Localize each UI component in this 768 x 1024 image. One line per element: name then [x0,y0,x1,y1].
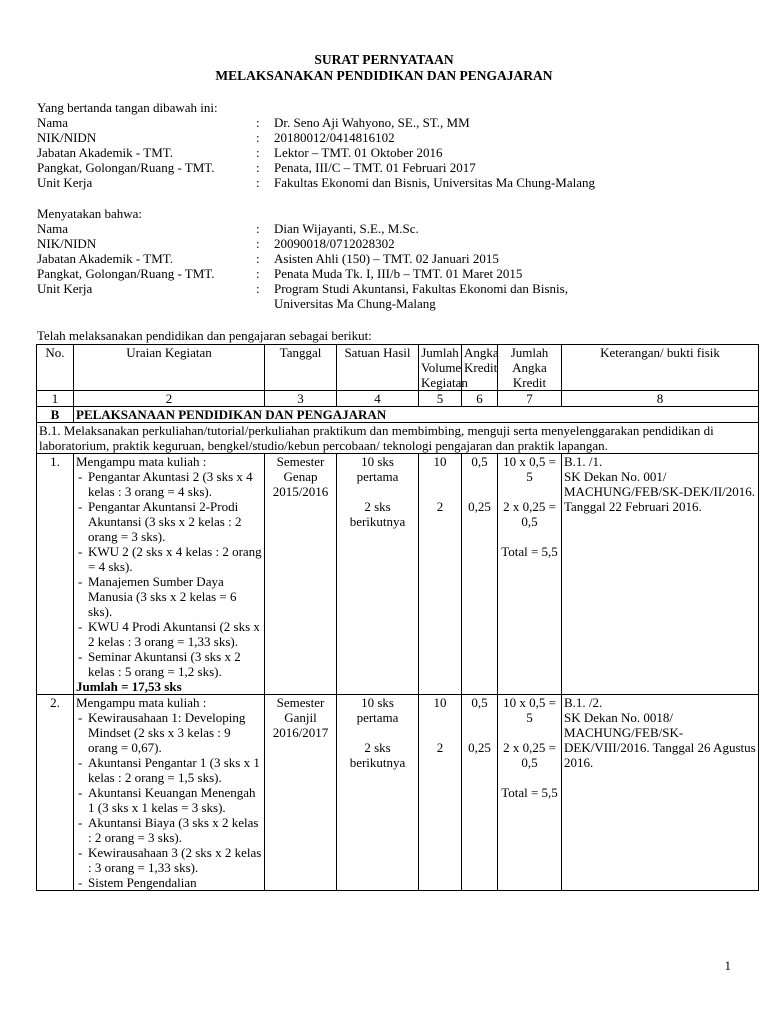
signer-intro: Yang bertanda tangan dibawah ini: [37,100,218,115]
row-uraian [74,695,265,891]
keterangan-code: B.1. /1. [564,454,603,469]
field-value-line: Universitas Ma Chung-Malang [274,296,436,311]
field-label: Jabatan Akademik - TMT. [37,251,173,266]
colon: : [256,236,260,251]
field-value: 20180012/0414816102 [274,130,395,145]
field-label: NIK/NIDN [37,236,97,251]
jumlah-first: 10 x 0,5 = 5 [503,454,556,484]
field-label: Unit Kerja [37,281,93,296]
list-item: - KWU 4 Prodi Akuntansi (2 sks x 2 kelas : 3 orang = 1,33 sks). [76,619,262,649]
colon: : [256,130,260,145]
field-value: Dian Wijayanti, S.E., M.Sc. [274,221,419,236]
satuan-first: 10 sks pertama [356,454,399,484]
volume-first: 10 [433,695,447,710]
row-volume [419,695,462,891]
row-kredit [462,454,498,695]
document-subtitle: MELAKSANAKAN PENDIDIKAN DAN PENGAJARAN [215,68,553,83]
row-jumlah [498,695,562,891]
subject-nik-row [37,236,737,251]
column-number: 6 [462,391,498,407]
signer-info [37,115,737,190]
field-label: Nama [37,115,69,130]
signer-nik-row [37,130,737,145]
jumlah-first: 10 x 0,5 = 5 [503,695,556,725]
row-number: 1. [37,454,74,695]
row-keterangan [562,454,759,695]
list-item: - KWU 2 (2 sks x 4 kelas : 2 orang = 4 sks). [76,544,262,574]
table-row [37,695,759,891]
signer-pangkat-row [37,160,737,175]
signer-jabatan-row [37,145,737,160]
field-label: Nama [37,221,69,236]
field-value: 20090018/0712028302 [274,236,395,251]
signer-name-row [37,115,737,130]
kredit-next: 0,25 [468,740,491,755]
row-uraian [74,454,265,695]
row-kredit [462,695,498,891]
list-item: - Kewirausahaan 3 (2 sks x 2 kelas : 3 orang = 1,33 sks). [76,845,262,875]
header-jumlah-angka: Jumlah Angka Kredit [498,345,562,391]
row-heading: Mengampu mata kuliah : [76,695,207,710]
satuan-next: 2 sks berikutnya [349,740,406,770]
colon: : [256,145,260,160]
colon: : [256,115,260,130]
section-code: B [37,407,74,423]
column-number: 8 [562,391,759,407]
table-row [37,454,759,695]
colon: : [256,281,260,296]
list-item: - Akuntansi Keuangan Menengah 1 (3 sks x 1 kelas = 3 sks). [76,785,262,815]
field-value: Asisten Ahli (150) – TMT. 02 Januari 2015 [274,251,499,266]
subject-pangkat-row [37,266,737,281]
subject-unit-row [37,281,737,311]
column-number: 1 [37,391,74,407]
jumlah-total: Total = 5,5 [501,785,558,800]
list-item: - Kewirausahaan 1: Developing Mindset (2 sks x 3 kelas : 9 orang = 0,67). [76,710,262,755]
subsection-text: B.1. Melaksanakan perkuliahan/tutorial/perkuliahan praktikum dan membimbing, menguji serta menyelenggarakan pendidikan di laboratorium, praktik keguruan, bengkel/studio/kebun percobaan/ teknologi pengajaran dan praktik lapangan. [37,423,759,454]
field-label: Unit Kerja [37,175,93,190]
subject-name-row [37,221,737,236]
field-value: Lektor – TMT. 01 Oktober 2016 [274,145,443,160]
field-value: Penata, III/C – TMT. 01 Februari 2017 [274,160,476,175]
colon: : [256,160,260,175]
column-number: 3 [265,391,337,407]
column-number: 2 [74,391,265,407]
document-title: SURAT PERNYATAAN [314,52,454,67]
row-jumlah [498,454,562,695]
list-item: - Seminar Akuntansi (3 sks x 2 kelas : 5 orang = 1,2 sks). [76,649,262,679]
list-item: - Manajemen Sumber Daya Manusia (3 sks x 2 kelas = 6 sks). [76,574,262,619]
colon: : [256,175,260,190]
kredit-first: 0,5 [471,695,488,710]
row-satuan [337,695,419,891]
subject-info [37,221,737,311]
field-value: Penata Muda Tk. I, III/b – TMT. 01 Maret 2015 [274,266,523,281]
keterangan-text: SK Dekan No. 0018/ MACHUNG/FEB/SK-DEK/VIII/2016. Tanggal 26 Agustus 2016. [564,710,756,770]
column-number: 5 [419,391,462,407]
column-number-row [37,391,759,407]
colon: : [256,251,260,266]
row-tanggal: Semester Genap 2015/2016 [265,454,337,695]
table-header-row [37,345,759,391]
subject-jabatan-row [37,251,737,266]
satuan-next: 2 sks berikutnya [349,499,406,529]
section-title: PELAKSANAAN PENDIDIKAN DAN PENGAJARAN [74,407,759,423]
jumlah-next: 2 x 0,25 = 0,5 [503,740,556,770]
row-keterangan [562,695,759,891]
table-intro: Telah melaksanakan pendidikan dan pengajaran sebagai berikut: [37,328,372,343]
list-item: - Sistem Pengendalian [76,875,262,890]
header-no: No. [37,345,74,391]
row-volume [419,454,462,695]
jumlah-total: Total = 5,5 [501,544,558,559]
colon: : [256,266,260,281]
course-list [76,469,262,679]
field-value: Fakultas Ekonomi dan Bisnis, Universitas Ma Chung-Malang [274,175,596,190]
volume-next: 2 [436,499,444,514]
field-value: Dr. Seno Aji Wahyono, SE., ST., MM [274,115,470,130]
header-angka-kredit: Angka Kredit [462,345,498,391]
list-item: - Akuntansi Pengantar 1 (3 sks x 1 kelas : 2 orang = 1,5 sks). [76,755,262,785]
keterangan-text: SK Dekan No. 001/ MACHUNG/FEB/SK-DEK/II/2016. Tanggal 22 Februari 2016. [564,469,756,514]
field-label: Jabatan Akademik - TMT. [37,145,173,160]
header-keterangan: Keterangan/ bukti fisik [562,345,759,391]
signer-unit-row [37,175,737,190]
subject-intro: Menyatakan bahwa: [37,206,143,221]
satuan-first: 10 sks pertama [356,695,399,725]
row-number: 2. [37,695,74,891]
header-tanggal: Tanggal [265,345,337,391]
header-jumlah-volume: Jumlah Volume Kegiatan [419,345,462,391]
activity-table [36,344,759,891]
field-label: Pangkat, Golongan/Ruang - TMT. [37,160,215,175]
row-tanggal: Semester Ganjil 2016/2017 [265,695,337,891]
field-value [274,281,694,311]
jumlah-next: 2 x 0,25 = 0,5 [503,499,556,529]
colon: : [256,221,260,236]
field-label: Pangkat, Golongan/Ruang - TMT. [37,266,215,281]
list-item: - Akuntansi Biaya (3 sks x 2 kelas : 2 orang = 3 sks). [76,815,262,845]
row-satuan [337,454,419,695]
header-satuan: Satuan Hasil [337,345,419,391]
list-item: - Pengantar Akuntansi 2-Prodi Akuntansi (3 sks x 2 kelas : 2 orang = 3 sks). [76,499,262,544]
list-item: - Pengantar Akuntasi 2 (3 sks x 4 kelas : 3 orang = 4 sks). [76,469,262,499]
kredit-first: 0,5 [471,454,488,469]
course-list [76,710,262,890]
header-uraian: Uraian Kegiatan [74,345,265,391]
page-number: 1 [724,958,731,973]
field-value-line: Program Studi Akuntansi, Fakultas Ekonomi dan Bisnis, [274,281,568,296]
column-number: 4 [337,391,419,407]
volume-next: 2 [436,740,444,755]
column-number: 7 [498,391,562,407]
volume-first: 10 [433,454,447,469]
field-label: NIK/NIDN [37,130,97,145]
kredit-next: 0,25 [468,499,491,514]
keterangan-code: B.1. /2. [564,695,603,710]
row-heading: Mengampu mata kuliah : [76,454,207,469]
section-row [37,407,759,423]
row-total: Jumlah = 17,53 sks [76,679,182,694]
subsection-row [37,423,759,454]
